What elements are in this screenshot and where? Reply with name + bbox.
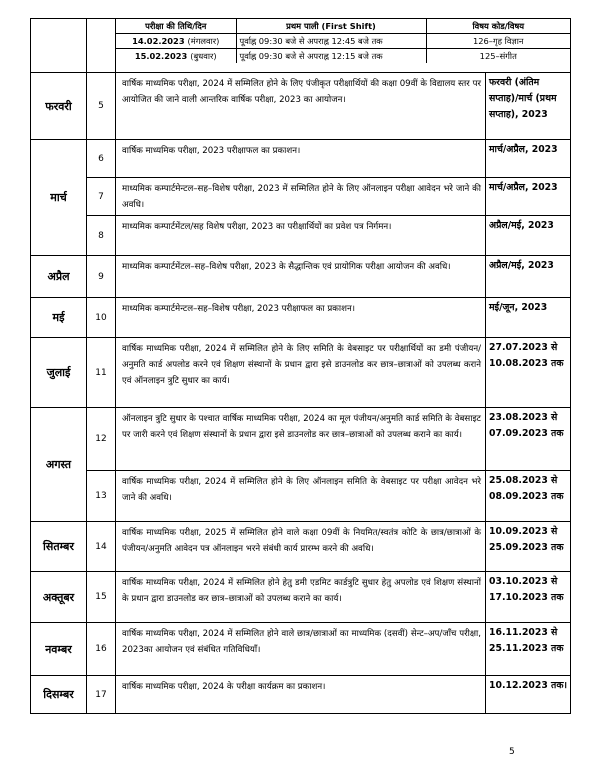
- row-date: फरवरी (अंतिम सप्ताह)/मार्च (प्रथम सप्ताह), 2023: [486, 73, 571, 140]
- month-cell: अगस्त: [31, 408, 87, 522]
- row-number: 16: [87, 623, 116, 676]
- month-cell: फरवरी: [31, 73, 87, 140]
- month-cell: दिसम्बर: [31, 676, 87, 714]
- row-date: 27.07.2023 से 10.08.2023 तक: [486, 338, 571, 408]
- row-description: माध्यमिक कम्पार्टमेंटल/सह विशेष परीक्षा, 2023 का परीक्षार्थियों का प्रवेश पत्र निर्गमन।: [116, 216, 486, 256]
- exam-row: [116, 49, 570, 64]
- row-description: माध्यमिक कम्पार्टमेन्टल–सह–विशेष परीक्षा, 2023 में सम्मिलित होने के लिए ऑनलाइन परीक्षा आवेदन भरे जाने की अवधि।: [116, 178, 486, 216]
- row-description: वार्षिक माध्यमिक परीक्षा, 2024 में सम्मिलित होने के लिए पंजीकृत परीक्षार्थियों की कक्षा 09वीं के विद्यालय स्तर पर आयोजित की जाने वाली आन्तरिक वार्षिक परीक्षा, 2023 का आयोजन।: [116, 73, 486, 140]
- exam-header-date: परीक्षा की तिथि/दिन: [116, 19, 236, 34]
- table-row: [31, 178, 571, 216]
- row-description: माध्यमिक कम्पार्टमेन्टल–सह–विशेष परीक्षा, 2023 परीक्षाफल का प्रकाशन।: [116, 298, 486, 338]
- exam-subject: 126–गृह विज्ञान: [426, 34, 570, 49]
- row-date: अप्रैल/मई, 2023: [486, 256, 571, 298]
- row-date: मार्च/अप्रैल, 2023: [486, 140, 571, 178]
- row-description: वार्षिक माध्यमिक परीक्षा, 2024 में सम्मिलित होने हेतु डमी एडमिट कार्डत्रुटि सुधार हेतु अपलोड एवं शिक्षण संस्थानों के प्रधान द्वारा डाउनलोड कर छात्र–छात्राओं को उपलब्ध कराने का कार्य।: [116, 572, 486, 623]
- row-number: 7: [87, 178, 116, 216]
- row-date: 10.09.2023 से 25.09.2023 तक: [486, 522, 571, 572]
- table-row: [31, 676, 571, 714]
- table-row: [31, 572, 571, 623]
- row-description: वार्षिक माध्यमिक परीक्षा, 2024 में सम्मिलित होने के लिए समिति के वेबसाइट पर परीक्षार्थियों का डमी पंजीयन/अनुमति कार्ड अपलोड करने एवं शिक्षण संस्थानों के प्रधान द्वारा इसे डाउनलोड कर छात्र–छात्राओं को उपलब्ध कराने एवं ऑनलाइन त्रुटि सुधार का कार्य।: [116, 338, 486, 408]
- row-date: 16.11.2023 से 25.11.2023 तक: [486, 623, 571, 676]
- exam-header-shift: प्रथम पाली (First Shift): [236, 19, 426, 34]
- exam-header-subject: विषय कोड/विषय: [426, 19, 570, 34]
- row-number: 12: [87, 408, 116, 471]
- table-row: [31, 256, 571, 298]
- exam-date: 15.02.2023: [134, 50, 188, 61]
- month-cell: जुलाई: [31, 338, 87, 408]
- page-number: 5: [509, 747, 515, 757]
- row-number: 15: [87, 572, 116, 623]
- row-date: 03.10.2023 से 17.10.2023 तक: [486, 572, 571, 623]
- row-description: वार्षिक माध्यमिक परीक्षा, 2024 में सम्मिलित होने के लिए ऑनलाइन समिति के वेबसाइट पर परीक्षा आवेदन भरे जाने की अवधि।: [116, 471, 486, 522]
- row-number: 17: [87, 676, 116, 714]
- table-row: [31, 338, 571, 408]
- exam-shift: पूर्वाह्न 09:30 बजे से अपराह्न 12:15 बजे तक: [236, 49, 426, 64]
- month-cell: मई: [31, 298, 87, 338]
- row-number: 11: [87, 338, 116, 408]
- table-row: [31, 408, 571, 471]
- table-row: [31, 522, 571, 572]
- table-row: [31, 73, 571, 140]
- month-cell: मार्च: [31, 140, 87, 256]
- exam-row: [116, 34, 570, 49]
- row-number: 8: [87, 216, 116, 256]
- month-cell: नवम्बर: [31, 623, 87, 676]
- row-number: 5: [87, 73, 116, 140]
- row-number: 10: [87, 298, 116, 338]
- row-description: वार्षिक माध्यमिक परीक्षा, 2023 परीक्षाफल का प्रकाशन।: [116, 140, 486, 178]
- row-description: वार्षिक माध्यमिक परीक्षा, 2024 में सम्मिलित होने वाले छात्र/छात्राओं का माध्यमिक (दसवीं) सेन्ट–अप/जाँच परीक्षा, 2023का आयोजन एवं संबंधित गतिविधियाँ।: [116, 623, 486, 676]
- table-row: [31, 216, 571, 256]
- month-cell: अप्रैल: [31, 256, 87, 298]
- row-number: 6: [87, 140, 116, 178]
- row-date: 10.12.2023 तक।: [486, 676, 571, 714]
- row-date: 25.08.2023 से 08.09.2023 तक: [486, 471, 571, 522]
- row-number: 14: [87, 522, 116, 572]
- row-date: मई/जून, 2023: [486, 298, 571, 338]
- exam-shift: पूर्वाह्न 09:30 बजे से अपराह्न 12:45 बजे तक: [236, 34, 426, 49]
- row-date: मार्च/अप्रैल, 2023: [486, 178, 571, 216]
- row-description: माध्यमिक कम्पार्टमेंटल–सह–विशेष परीक्षा, 2023 के सैद्धान्तिक एवं प्रायोगिक परीक्षा आयोजन की अवधि।: [116, 256, 486, 298]
- row-description: वार्षिक माध्यमिक परीक्षा, 2025 में सम्मिलित होने वाले कक्षा 09वीं के नियमित/स्वतंत्र कोटि के छात्र/छात्राओं के पंजीयन/अनुमति आवेदन पत्र ऑनलाइन भरने संबंधी कार्य प्रारम्भ करने की अवधि।: [116, 522, 486, 572]
- row-date: 23.08.2023 से 07.09.2023 तक: [486, 408, 571, 471]
- row-date: अप्रैल/मई, 2023: [486, 216, 571, 256]
- exam-table-row: [31, 19, 571, 73]
- table-row: [31, 298, 571, 338]
- month-cell: अक्तूबर: [31, 572, 87, 623]
- row-description: वार्षिक माध्यमिक परीक्षा, 2024 के परीक्षा कार्यक्रम का प्रकाशन।: [116, 676, 486, 714]
- table-row: [31, 471, 571, 522]
- exam-subtable: [116, 19, 570, 63]
- month-cell: सितम्बर: [31, 522, 87, 572]
- row-number: 13: [87, 471, 116, 522]
- table-row: [31, 140, 571, 178]
- exam-date: 14.02.2023: [132, 35, 185, 46]
- exam-subtable-cell: [116, 19, 571, 73]
- exam-subject: 125–संगीत: [426, 49, 570, 64]
- row-number: 9: [87, 256, 116, 298]
- exam-day: (मंगलवार): [187, 35, 220, 46]
- exam-day: (बुधवार): [190, 50, 217, 61]
- table-row: [31, 623, 571, 676]
- schedule-table: [30, 18, 571, 714]
- row-description: ऑनलाइन त्रुटि सुधार के पश्चात वार्षिक माध्यमिक परीक्षा, 2024 का मूल पंजीयन/अनुमति कार्ड समिति के वेबसाइट पर जारी करने एवं शिक्षण संस्थानों के प्रधान द्वारा इसे डाउनलोड कर छात्र–छात्राओं को उपलब्ध कराने का कार्य।: [116, 408, 486, 471]
